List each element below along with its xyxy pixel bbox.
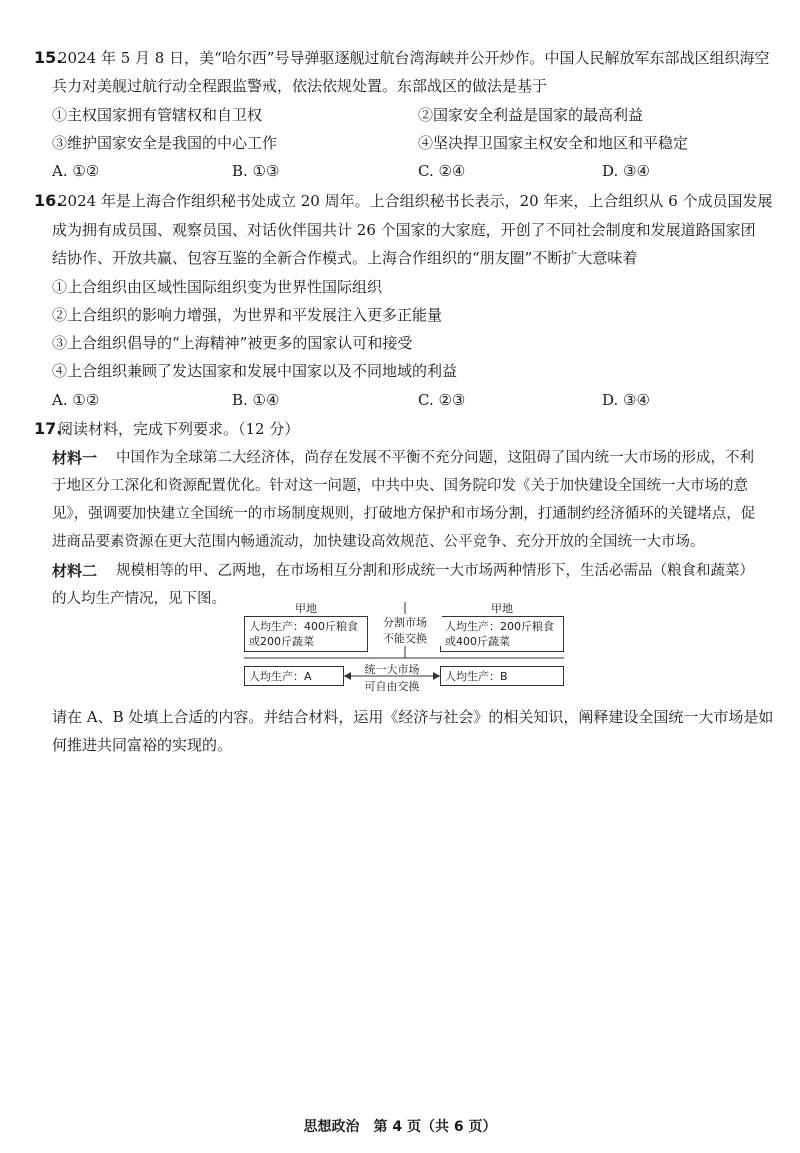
material-1-line-3: 见》，强调要加快建立全国统一的市场制度规则，打破地方保护和市场分割，打通制约经济循环的关键堵点，促 (52, 506, 756, 522)
left-production-line-1: 人均生产：400斤粮食 (249, 620, 358, 633)
question-17-task-line-2: 何推进共同富裕的实现的。 (52, 736, 233, 754)
question-15-text-line-2: 兵力对美舰过航行动全程跟监警戒，依法依规处置。东部战区的做法是基于 (52, 77, 548, 95)
question-16-choice-a[interactable]: A. ①② (52, 391, 100, 409)
right-production-box (440, 616, 564, 652)
question-15-item-3: ③维护国家安全是我国的中心工作 (52, 134, 278, 152)
left-unified-box: 人均生产：A (244, 666, 344, 686)
left-region-title: 甲地 (295, 602, 317, 615)
market-diagram (244, 600, 564, 692)
question-15-text-line-1: 2024 年 5 月 8 日，美“哈尔西”号导弹驱逐舰过航台湾海峡并公开炒作。中国人民解放军东部战区组织海空 (58, 49, 770, 67)
free-exchange-label: 可自由交换 (364, 680, 420, 693)
divided-market-label (368, 614, 442, 646)
question-15-choice-d[interactable]: D. ③④ (602, 162, 650, 180)
question-16-text-line-2: 成为拥有成员国、观察员国、对话伙伴国共计 26 个国家的大家庭，开创了不同社会制度和发展道路国家团 (52, 221, 756, 239)
question-15-choice-b[interactable]: B. ①③ (232, 162, 280, 180)
unified-market-label: 统一大市场 (364, 663, 420, 676)
question-17-number: 17. (34, 419, 63, 438)
left-production-box (244, 616, 368, 652)
right-unified-box: 人均生产：B (440, 666, 564, 686)
question-16-number: 16. (34, 191, 63, 210)
question-15-item-4: ④坚决捍卫国家主权安全和地区和平稳定 (418, 134, 689, 152)
question-16-item-4: ④上合组织兼顾了发达国家和发展中国家以及不同地域的利益 (52, 362, 458, 380)
question-16-item-2: ②上合组织的影响力增强，为世界和平发展注入更多正能量 (52, 306, 443, 324)
right-production-line-1: 人均生产：200斤粮食 (445, 620, 554, 633)
left-production-line-2: 或200斤蔬菜 (249, 635, 314, 648)
material-1-line-4: 进商品要素资源在更大范围内畅通流动，加快建设高效规范、公平竞争、充分开放的全国统一大市场。 (52, 534, 705, 550)
question-16-item-3: ③上合组织倡导的“上海精神”被更多的国家认可和接受 (52, 334, 413, 352)
question-15-number: 15. (34, 48, 63, 67)
question-17-task-line-1: 请在 A、B 处填上合适的内容。并结合材料，运用《经济与社会》的相关知识，阐释建设全国统一大市场是如 (52, 708, 774, 726)
material-1-label: 材料一 (52, 449, 98, 467)
question-16-item-1: ①上合组织由区域性国际组织变为世界性国际组织 (52, 278, 383, 296)
right-region-title: 甲地 (491, 602, 513, 615)
question-16-text-line-3: 结协作、开放共赢、包容互鉴的全新合作模式。上海合作组织的“朋友圈”不断扩大意味着 (52, 249, 638, 267)
material-1-line-2: 于地区分工深化和资源配置优化。针对这一问题，中共中央、国务院印发《关于加快建设全国统一大市场的意 (52, 478, 748, 494)
question-15-choice-c[interactable]: C. ②④ (418, 162, 466, 180)
material-2-line-2: 的人均生产情况，见下图。 (52, 591, 226, 607)
divided-market-line-2: 不能交换 (383, 632, 427, 645)
question-16-choice-b[interactable]: B. ①④ (232, 391, 280, 409)
question-15-item-2: ②国家安全利益是国家的最高利益 (418, 106, 644, 124)
question-17-intro: 阅读材料，完成下列要求。（12 分） (58, 420, 300, 438)
question-16-text-line-1: 2024 年是上海合作组织秘书处成立 20 周年。上合组织秘书长表示，20 年来，上合组织从 6 个成员国发展 (58, 192, 773, 210)
material-2-label: 材料二 (52, 562, 98, 580)
question-16-choice-d[interactable]: D. ③④ (602, 391, 650, 409)
question-15-item-1: ①主权国家拥有管辖权和自卫权 (52, 106, 263, 124)
right-production-line-2: 或400斤蔬菜 (445, 635, 510, 648)
question-15-choice-a[interactable]: A. ①② (52, 162, 100, 180)
material-2-line-1: 规模相等的甲、乙两地，在市场相互分割和形成统一大市场两种情形下，生活必需品（粮食和蔬菜） (116, 563, 754, 579)
divided-market-line-1: 分割市场 (383, 616, 427, 629)
page-footer: 思想政治 第 4 页（共 6 页） (303, 1119, 497, 1135)
question-16-choice-c[interactable]: C. ②③ (418, 391, 466, 409)
material-1-line-1: 中国作为全球第二大经济体，尚存在发展不平衡不充分问题，这阻碍了国内统一大市场的形成，不利 (116, 450, 754, 466)
